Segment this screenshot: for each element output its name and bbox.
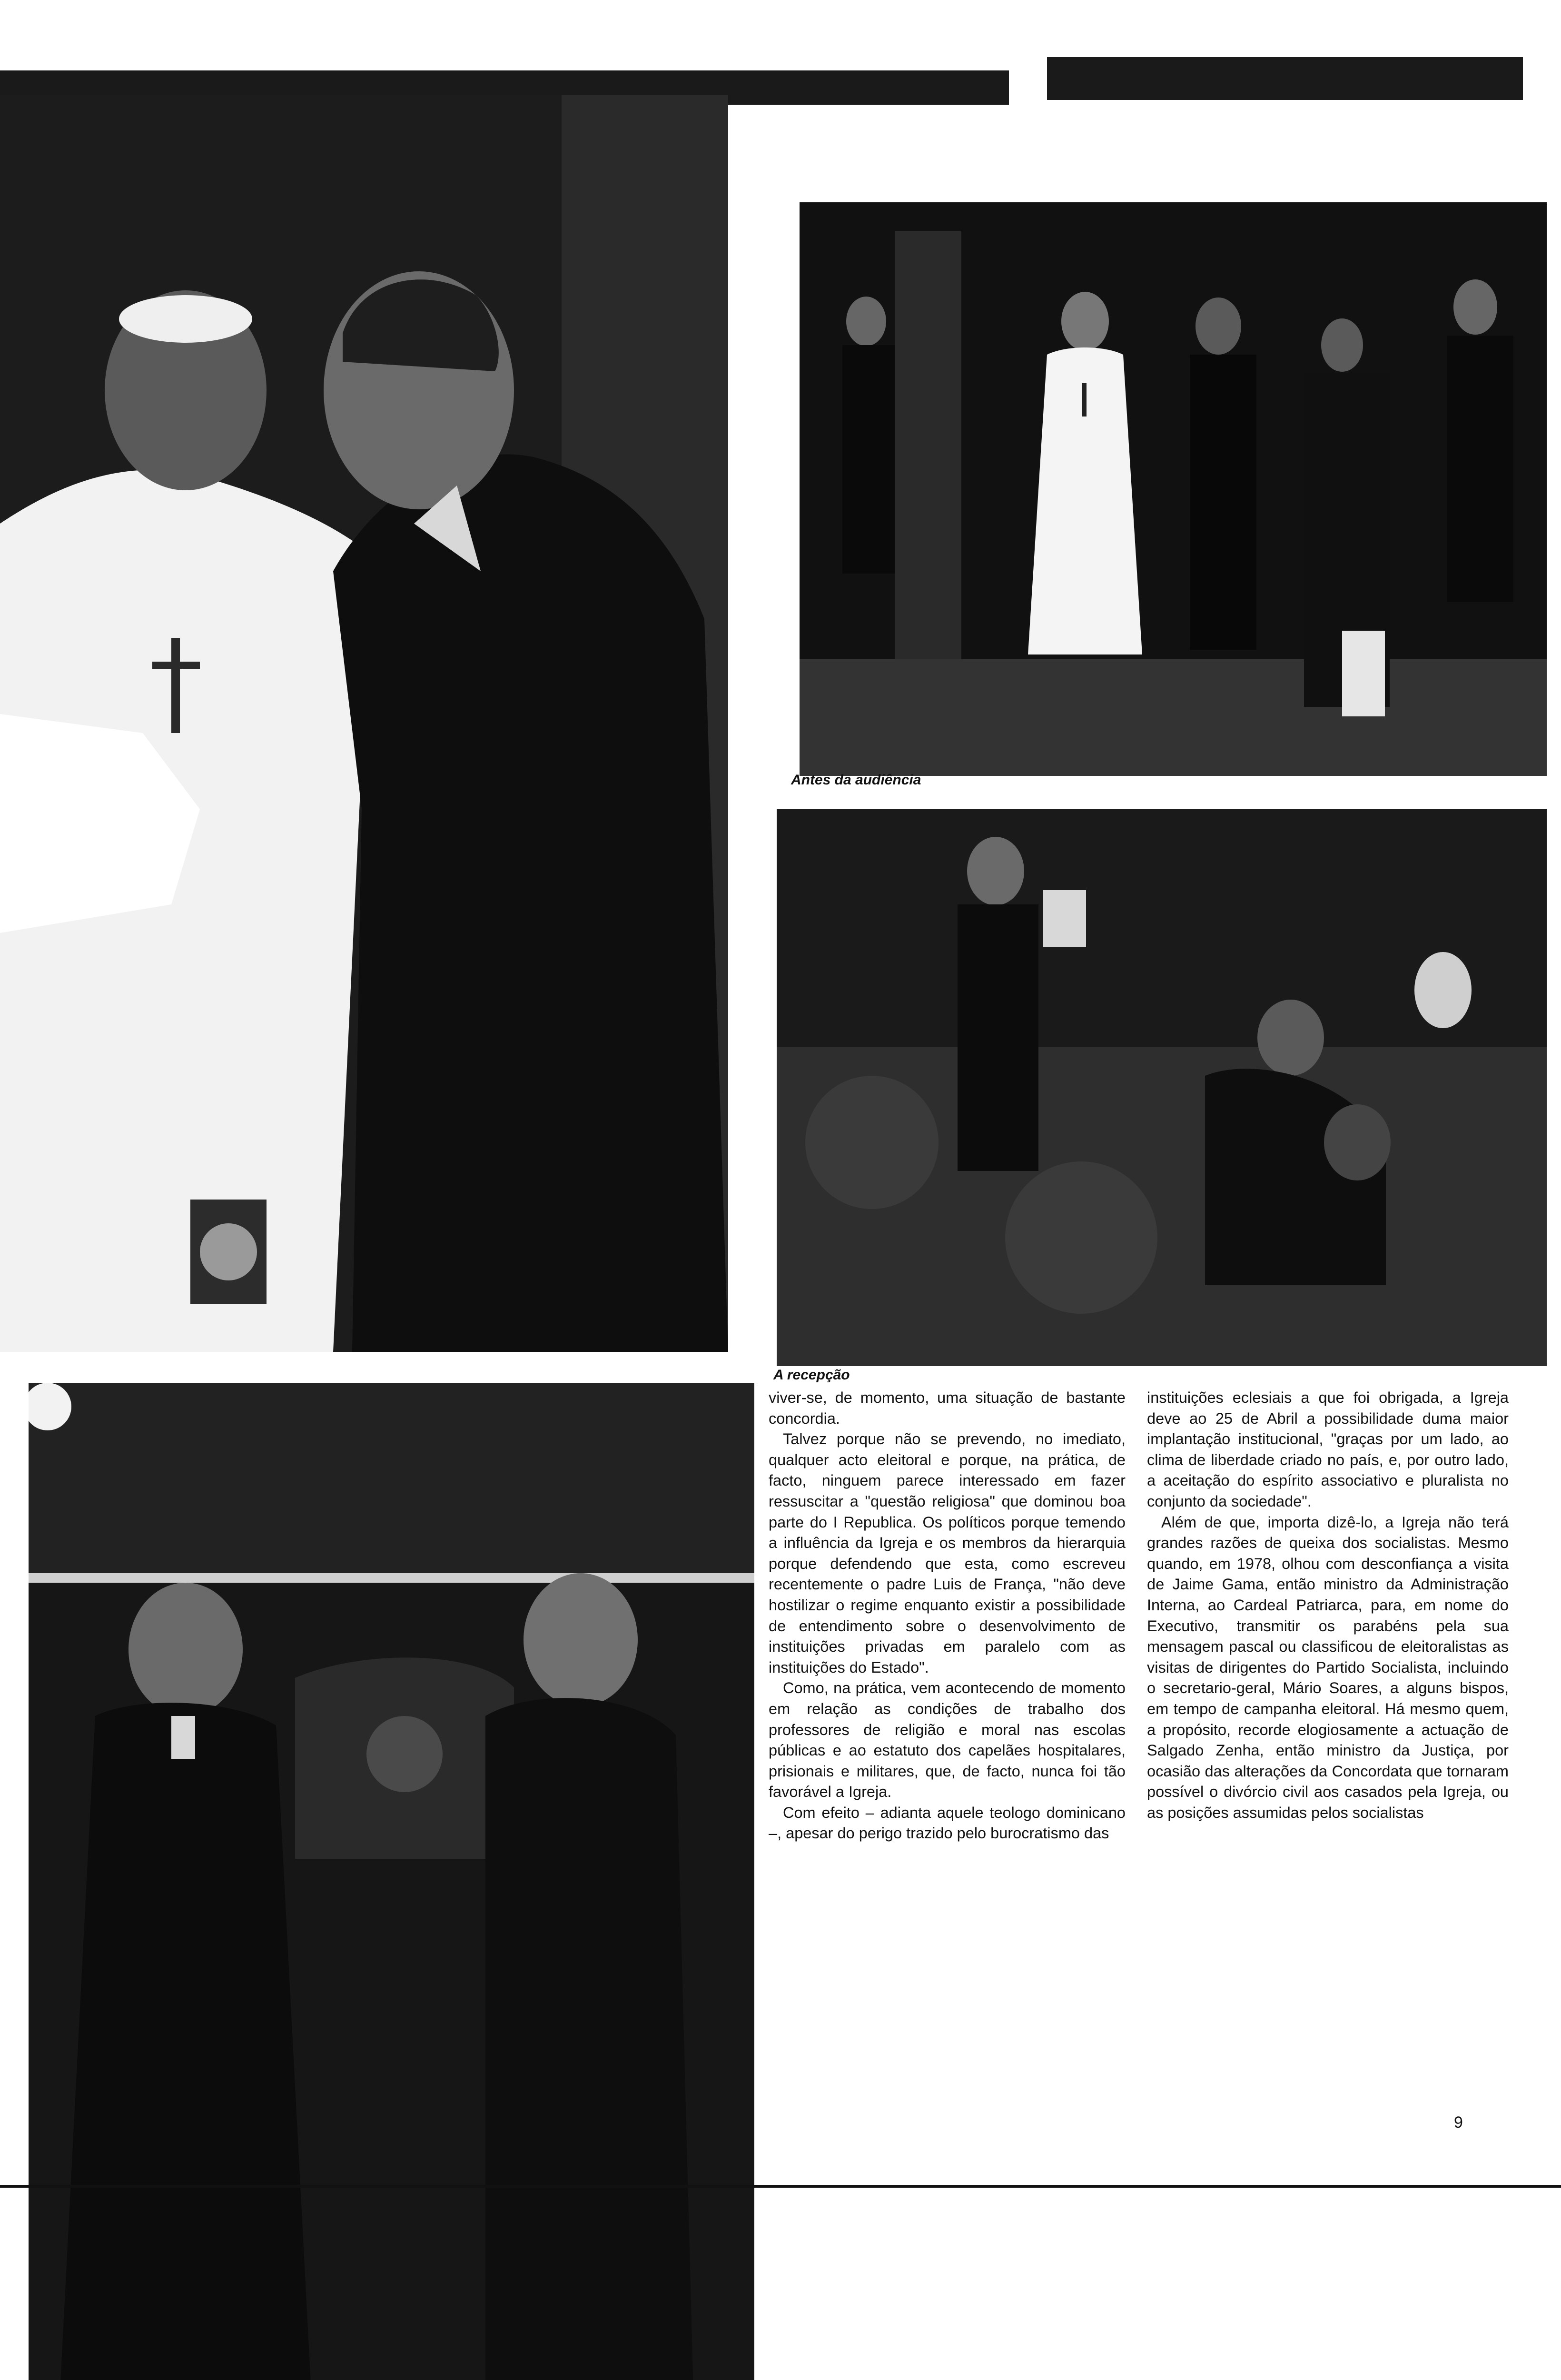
- photo-pope-and-soares: [0, 95, 728, 1352]
- photo-soares-com-casaroli: [29, 1383, 754, 2380]
- paragraph: viver-se, de momento, uma situação de bastante concordia.: [769, 1389, 1126, 1427]
- page-number: 9: [1454, 2113, 1463, 2132]
- paragraph: Além de que, importa dizê-lo, a Igreja não terá grandes razões de queixa dos socialistas. Mesmo quando, em 1978, olhou com desconfiança a visita de Jaime Gama, então ministro da Administração Interna, ao Cardeal Patriarca, para, em nome do Executivo, transmitir os parabéns pela sua mensagem pascal ou classificou de eleitoralistas as visitas de dirigentes do Partido Socialista, incluindo o secretario-geral, Mário Soares, a alguns bispos, em tempo de campanha eleitoral. Há mesmo quem, a propósito, recorde elogiosamente a actuação de Salgado Zenha, então ministro da Justiça, por ocasião das alterações da Concordata que tornaram possível o divórcio civil aos casados pela Igreja, ou as posições assumidas pelos socialistas: [1147, 1513, 1509, 1821]
- paragraph: Com efeito – adianta aquele teologo dominicano –, apesar do perigo trazido pelo burocratismo das: [769, 1804, 1126, 1842]
- paragraph: Como, na prática, vem acontecendo de momento em relação as condições de trabalho dos professores de religião e moral nas escolas públicas e ao estatuto dos capelães hospitalares, prisionais e militares, que, de facto, nunca foi tão favorável a Igreja.: [769, 1679, 1126, 1801]
- photo-antes-da-audiencia: [800, 202, 1547, 776]
- paragraph: instituições eclesiais a que foi obrigada, a Igreja deve ao 25 de Abril a possibilidade duma maior implantação institucional, "graças por um lado, ao clima de liberdade criado no país, e, por outro lado, a aceitação do espírito associativo e pluralista no conjunto da sociedade".: [1147, 1389, 1509, 1510]
- paragraph: Talvez porque não se prevendo, no imediato, qualquer acto eleitoral e porque, na prática, de facto, ninguem parece interessado em fazer ressuscitar a "questão religiosa" que dominou boa parte do I Republica. Os políticos porque temendo a influência da Igreja e os membros da hierarquia porque defendendo que esta, como escreveu recentemente o padre Luis de França, "não deve hostilizar o regime enquanto existir a possibilidade de entendimento sobre o desenvolvimento de instituições privadas em paralelo com as instituições do Estado".: [769, 1430, 1126, 1676]
- top-scan-strip-right: [1047, 57, 1523, 100]
- caption-antes-da-audiencia: Antes da audiência: [791, 772, 921, 788]
- article-column-2: [1147, 1388, 1509, 1823]
- caption-a-recepcao: A recepção: [773, 1367, 850, 1383]
- bottom-scan-line: [0, 2185, 1561, 2188]
- article-column-1: [769, 1388, 1126, 1844]
- photo-a-recepcao: [777, 809, 1547, 1366]
